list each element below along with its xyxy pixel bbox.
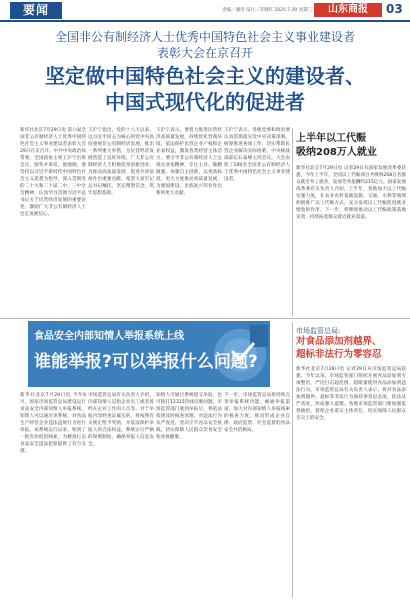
lead-column-4	[224, 127, 290, 305]
lead-title-line1: 坚定做中国特色社会主义的建设者、	[45, 64, 365, 88]
section-tab: 要闻	[10, 2, 62, 19]
side-story2-kicker: 市场监管总局:	[296, 327, 341, 335]
banner-kicker: 食品安全内部知情人举报系统上线	[34, 331, 184, 342]
page-header	[0, 0, 410, 20]
lead-paragraph: 王沪宁表示，要着力推进民营经济高质量发展，持续优化营商环境，依法保护民营企业产权和企业家权益，激发各类经营主体活力。要引导非公有制经济人士弘扬企业家精神，专注主业、做精做强，加强自主创新，以更高标准、更大力度推动高质量发展，为强国建设、民族复兴伟业作出新的更大贡献。	[156, 128, 222, 196]
banner-column-3	[156, 392, 222, 598]
header-meta: 责编／潘奇 设计／苏瑞红 2025.7.30 星期三	[222, 8, 313, 13]
banner-paragraph: 市场监管总局有关负责人介绍，内部知情人是指企业员工或者曾经在企业工作的人员等。对于举报内容经查证属实的，将按照有关规定给予奖励，并依法保护举报人的合法权益。系统实行严格的保密制度，确保举报人信息安全。	[88, 393, 154, 447]
header-rule	[0, 20, 410, 22]
side-story-title-line2: 吸纳208万人就业	[296, 147, 377, 158]
lead-kicker-line2: 表彰大会在京召开	[156, 46, 253, 60]
lead-column-2	[88, 127, 154, 305]
banner-column-2	[88, 392, 154, 598]
side-story-title-line1: 上半年以工代赈	[296, 133, 366, 144]
banner-paragraph: 知情人可通过系统提交举报，也可拨打12315热线反映问题。市场监管部门收到举报后，将依法依规及时核查处理，对违法行为从严查处，坚决守牢食品安全底线，切实保障人民群众饮食安全和身体健康。	[156, 393, 222, 440]
column-divider	[292, 128, 293, 316]
lead-paragraph: 新华社北京7月29日电 第六届全国非公有制经济人士优秀中国特色社会主义事业建设者表彰大会29日在京召开。中共中央政治局常委、全国政协主席王沪宁出席会议，颁奖并讲话。他强调，要坚持以习近平新时代中国特色社会主义思想为指导，深入贯彻党的二十大和二十届二中、三中全会精神，认真学习贯彻习近平总书记关于民营经济发展的重要论述，激励广大非公有制经济人士坚定发展信心。	[20, 128, 86, 217]
food-safety-banner	[28, 321, 270, 387]
banner-column-1	[20, 392, 86, 598]
lead-paragraph: 王沪宁表示，各级党委和政府要认真贯彻落实党中央决策部署，统筹推进各项工作，切实帮助民营企业解决实际困难。中央统战部部长石泰峰主持会议。大会表彰了100名全国非公有制经济人士优秀中国特色社会主义事业建设者。	[224, 128, 290, 182]
brand-logo: 山东商报	[314, 3, 382, 17]
side-story-body	[296, 165, 406, 310]
side-story-paragraph: 新华社北京7月29日电 记者29日从国家发展改革委获悉，今年上半年，全国以工代赈项目共吸纳208万名群众就近务工就业，发放劳务报酬约215亿元。国家发展改革委有关负责人介绍，上半年，各地加大以工代赈实施力度，在农业农村基础设施、交通、水利等领域积极推广以工代赈方式，充分发挥以工代赈促进就业增收的作用。下一步，将继续推动以工代赈政策落地见效，持续拓宽群众就近就业渠道。	[296, 166, 406, 220]
lead-column-1	[20, 127, 86, 305]
page-number: 03	[386, 2, 403, 16]
side-story2-title-line1: 对食品添加剂越界、	[296, 336, 382, 347]
lead-paragraph: 王沪宁指出，党的十八大以来，以习近平同志为核心的党中央高度重视非公有制经济发展，推出一系列重大举措，为民营经济发展营造了良好环境。广大非公有制经济人士积极投身创新创业，为推动高质量发展、促进共同富裕作出重要贡献。希望大家牢记总书记嘱托，坚定理想信念，筑牢思想基础。	[88, 128, 154, 196]
lead-title-line2: 中国式现代化的促进者	[105, 90, 305, 114]
lead-column-3	[156, 127, 222, 305]
side-story2-body	[296, 366, 406, 598]
section-divider	[0, 318, 410, 319]
banner-column-4	[224, 392, 290, 598]
lead-kicker-line1: 全国非公有制经济人士优秀中国特色社会主义事业建设者	[54, 30, 355, 44]
banner-paragraph: 新华社北京7月29日电 今年6月，国家市场监管总局建设运行食品安全内部知情人举报系统。知情人可以通过该系统，对食品生产经营企业违法违规行为进行举报。该系统运行以来，收到了一批有价值的线索，为精准打击食品安全违法犯罪提供了有力支撑。	[20, 393, 86, 454]
side-story2-paragraph: 新华社北京7月29日电 记者29日从市场监管总局获悉，今年以来，市场监管部门组织开展食品添加剂专项整治，严厉打击超范围、超限量使用食品添加剂违法行为。市场监管总局有关负责人表示，将对食品添加剂越界、超标等非法行为保持零容忍态度，依法从严查处，形成强大震慑。各地市场监管部门要加强监督抽检，督促企业落实主体责任，切实保障人民群众舌尖上的安全。	[296, 367, 406, 421]
column-divider	[292, 322, 293, 598]
banner-title: 谁能举报?可以举报什么问题?	[34, 352, 258, 372]
banner-paragraph: 下一步，市场监管总局将持续完善举报系统功能，畅通举报渠道，加大对内部知情人举报线索的核查力度，推动形成企业自律、政府监管、社会监督的食品安全共治格局。	[224, 393, 290, 433]
side-story2-title-line2: 超标非法行为零容忍	[296, 349, 382, 360]
